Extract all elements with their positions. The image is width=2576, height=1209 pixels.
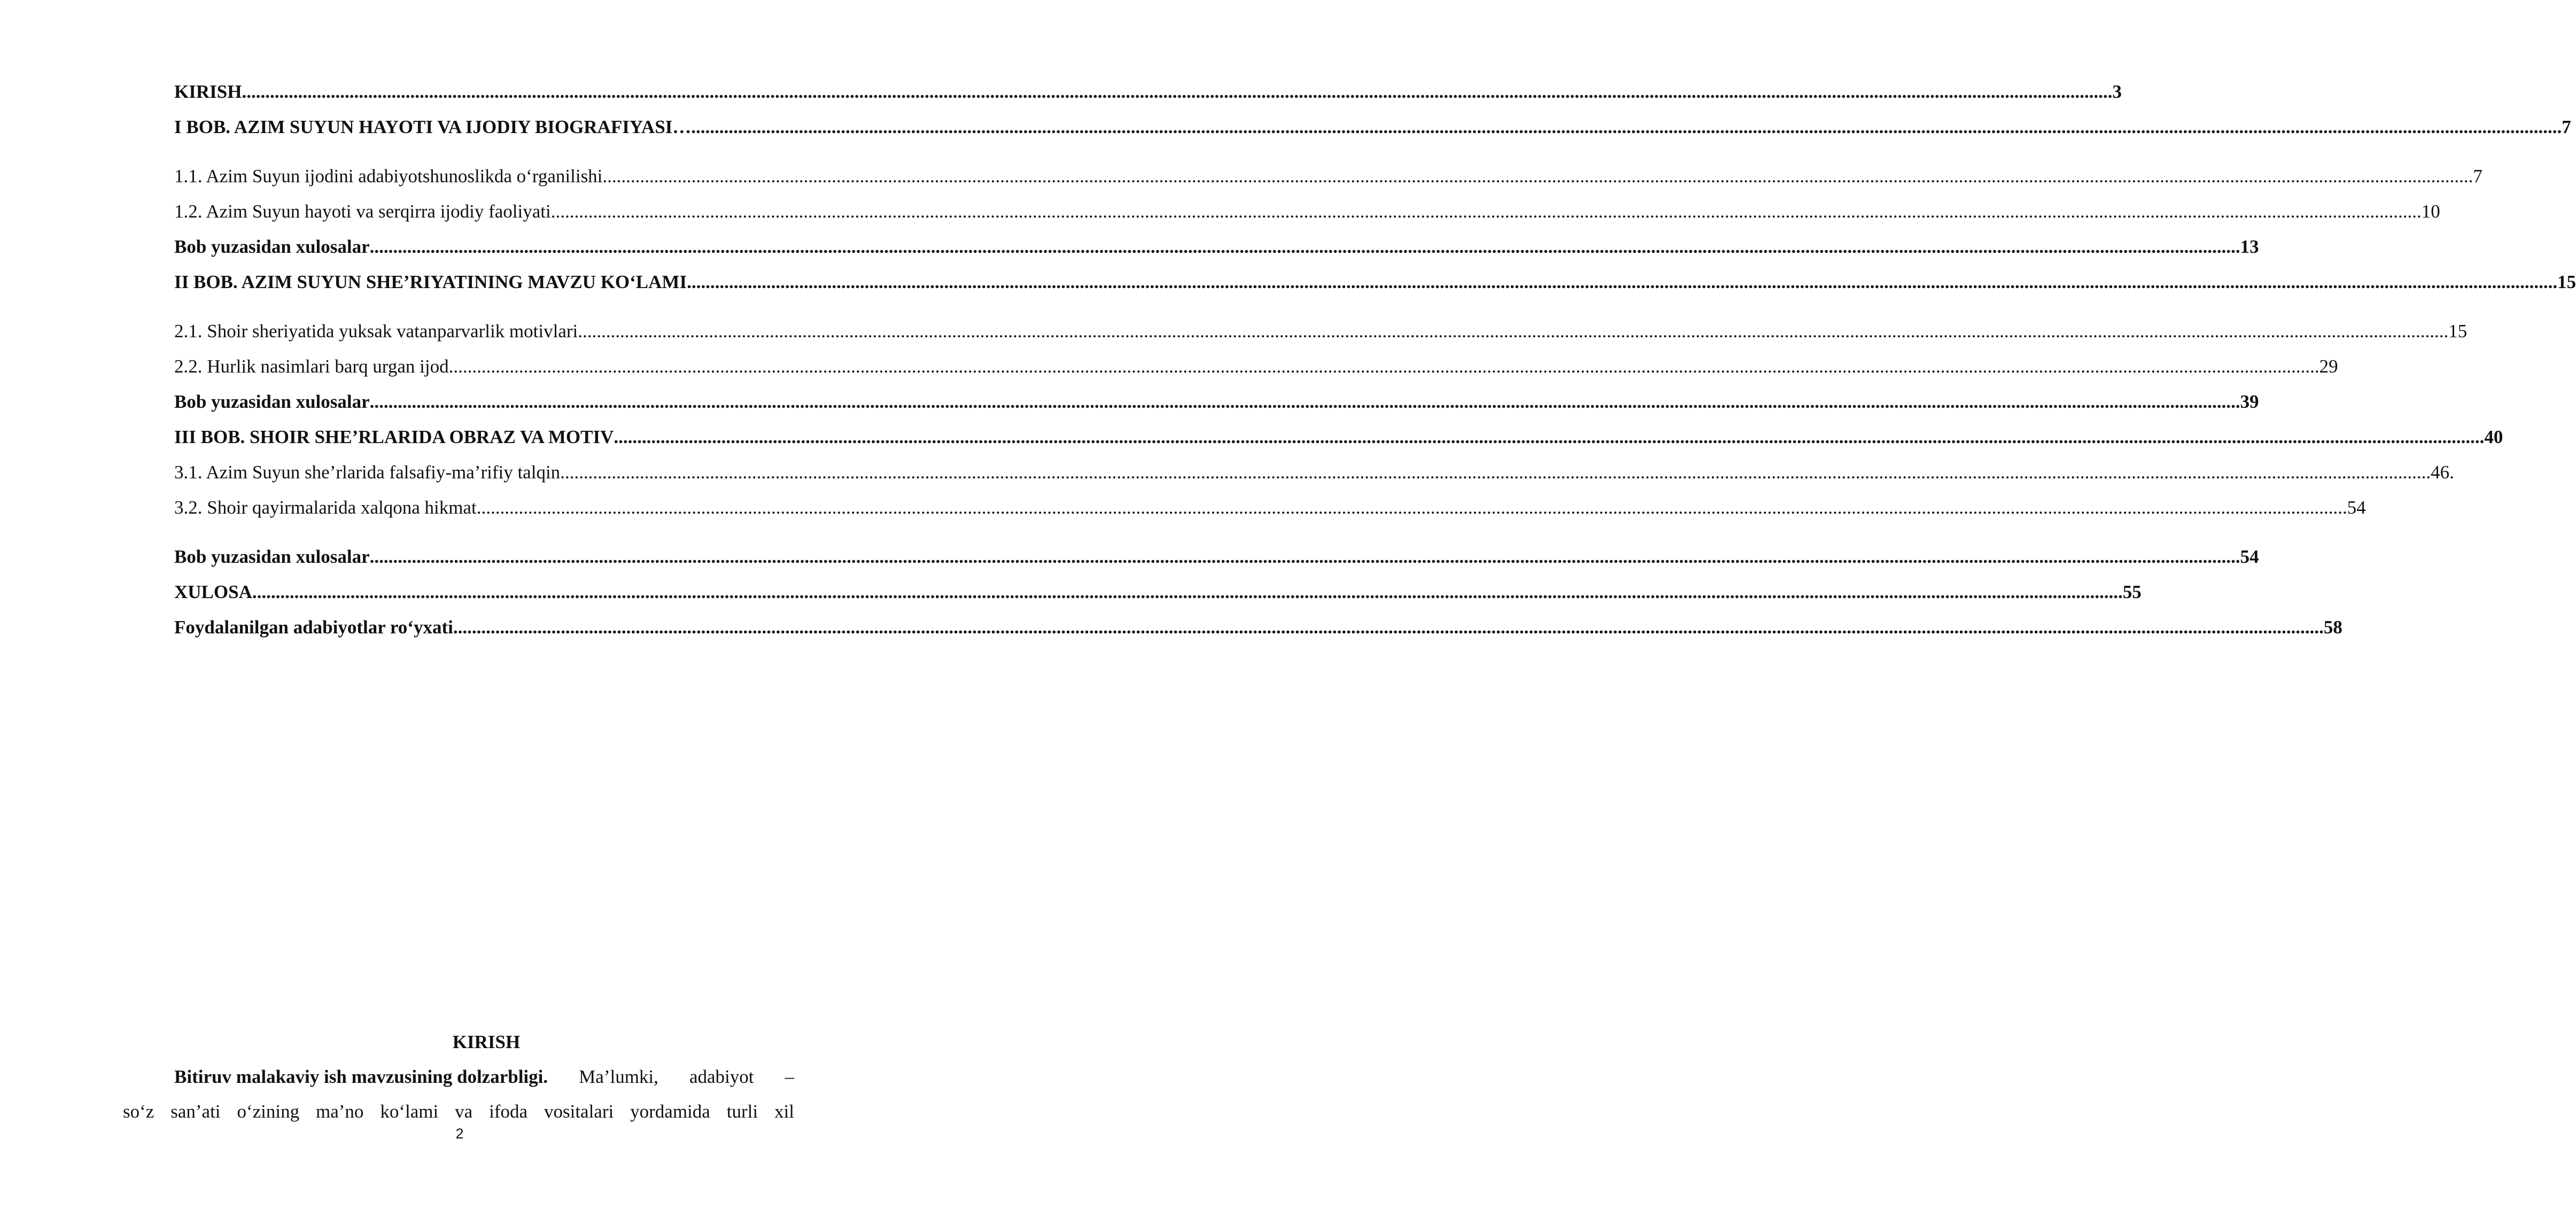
toc-entry-page: 46. (2431, 462, 2454, 483)
toc-leader-dots: ................................................................................................................................................................................................................................................................................................................................................................................................................ (242, 81, 2113, 102)
toc-entry (174, 115, 2571, 139)
intro-word: san’ati (170, 1101, 221, 1122)
toc-entry-title: I BOB. AZIM SUYUN HAYOTI VA IJODIY BIOGRAFIYASI… (174, 117, 692, 137)
toc-entry-page: 40 (2484, 427, 2503, 447)
section-title: KIRISH (452, 1032, 521, 1052)
toc-leader-dots: ................................................................................................................................................................................................................................................................................................................................................................................................................ (369, 546, 2240, 567)
toc-entry-page: 54 (2240, 546, 2259, 567)
intro-word: ma’no (316, 1101, 364, 1122)
intro-paragraph-line-2 (123, 1100, 794, 1123)
toc-entry (174, 355, 2338, 378)
intro-word: Ma’lumki, (579, 1066, 658, 1087)
toc-leader-dots: ................................................................................................................................................................................................................................................................................................................................................................................................................ (448, 356, 2319, 377)
toc-entry (174, 235, 2259, 259)
intro-word: ifoda (489, 1101, 528, 1122)
intro-word: vositalari (544, 1101, 614, 1122)
toc-entry-title: Bob yuzasidan xulosalar (174, 546, 370, 567)
toc-entry-page: 7 (2473, 166, 2482, 187)
toc-leader-dots: ................................................................................................................................................................................................................................................................................................................................................................................................................ (369, 236, 2240, 257)
toc-entry-title: 3.2. Shoir qayirmalarida xalqona hikmat (174, 497, 477, 518)
toc-entry-page: 55 (2122, 582, 2142, 602)
intro-word: yordamida (630, 1101, 710, 1122)
toc-entry (174, 320, 2468, 343)
toc-entry-title: XULOSA (174, 582, 252, 602)
toc-entry (174, 616, 2342, 639)
intro-word: o‘zining (237, 1101, 300, 1122)
toc-entry (174, 80, 2122, 104)
toc-entry-page: 15 (2448, 321, 2468, 342)
intro-lead-bold: Bitiruv malakaviy ish mavzusining dolzarbligi. (174, 1066, 548, 1087)
toc-leader-dots: ................................................................................................................................................................................................................................................................................................................................................................................................................ (476, 497, 2347, 518)
intro-word: adabiyot (689, 1066, 754, 1087)
toc-entry-title: 3.1. Azim Suyun she’rlarida falsafiy-ma’rifiy talqin (174, 462, 561, 483)
intro-word: turli (726, 1101, 758, 1122)
toc-entry-page: 29 (2319, 356, 2338, 377)
toc-entry-page: 3 (2112, 81, 2122, 102)
toc-entry-title: 2.1. Shoir sheriyatida yuksak vatanparvarlik motivlari (174, 321, 578, 342)
toc-entry-title: KIRISH (174, 81, 242, 102)
toc-entry (174, 165, 2482, 188)
toc-leader-dots: ................................................................................................................................................................................................................................................................................................................................................................................................................ (602, 166, 2473, 187)
toc-leader-dots: ................................................................................................................................................................................................................................................................................................................................................................................................................ (691, 117, 2562, 137)
intro-word: xil (774, 1101, 794, 1122)
toc-entry (174, 390, 2259, 414)
toc-entry (174, 496, 2366, 520)
intro-word: so‘z (123, 1101, 154, 1122)
toc-entry (174, 425, 2503, 449)
toc-entry-title: III BOB. SHOIR SHE’RLARIDA OBRAZ VA MOTIV (174, 427, 614, 447)
toc-entry-title: 1.1. Azim Suyun ijodini adabiyotshunoslikda o‘rganilishi (174, 166, 603, 187)
toc-entry-title: 1.2. Azim Suyun hayoti va serqirra ijodiy faoliyati (174, 201, 551, 222)
toc-entry (174, 200, 2440, 223)
toc-leader-dots: ................................................................................................................................................................................................................................................................................................................................................................................................................ (550, 201, 2422, 222)
toc-entry-title: Bob yuzasidan xulosalar (174, 391, 370, 412)
toc-entry (174, 270, 2576, 294)
toc-leader-dots: ................................................................................................................................................................................................................................................................................................................................................................................................................ (614, 427, 2485, 447)
toc-leader-dots: ................................................................................................................................................................................................................................................................................................................................................................................................................ (369, 391, 2240, 412)
toc-entry-page: 15 (2557, 272, 2576, 292)
toc-entry-page: 54 (2347, 497, 2366, 518)
intro-word: va (455, 1101, 473, 1122)
toc-entry-page: 39 (2240, 391, 2259, 412)
toc-leader-dots: ................................................................................................................................................................................................................................................................................................................................................................................................................ (687, 272, 2558, 292)
intro-word: – (785, 1066, 794, 1087)
toc-entry-page: 10 (2421, 201, 2440, 222)
intro-paragraph-line-1 (174, 1065, 794, 1089)
toc-leader-dots: ................................................................................................................................................................................................................................................................................................................................................................................................................ (560, 462, 2431, 483)
toc-entry (174, 580, 2142, 604)
toc-entry-page: 13 (2240, 236, 2259, 257)
toc-entry-page: 7 (2562, 117, 2571, 137)
toc-entry (174, 461, 2454, 484)
toc-entry-title: Bob yuzasidan xulosalar (174, 236, 370, 257)
intro-word: ko‘lami (380, 1101, 439, 1122)
toc-leader-dots: ................................................................................................................................................................................................................................................................................................................................................................................................................ (578, 321, 2449, 342)
toc-entry-title: 2.2. Hurlik nasimlari barq urgan ijod (174, 356, 449, 377)
toc-entry-title: Foydalanilgan adabiyotlar ro‘yxati (174, 617, 453, 638)
page-number: 2 (455, 1126, 464, 1142)
toc-leader-dots: ................................................................................................................................................................................................................................................................................................................................................................................................................ (453, 617, 2324, 638)
toc-entry-title: II BOB. AZIM SUYUN SHE’RIYATINING MAVZU KO‘LAMI (174, 272, 687, 292)
toc-leader-dots: ................................................................................................................................................................................................................................................................................................................................................................................................................ (252, 582, 2123, 602)
toc-entry (174, 545, 2259, 569)
toc-entry-page: 58 (2323, 617, 2342, 638)
